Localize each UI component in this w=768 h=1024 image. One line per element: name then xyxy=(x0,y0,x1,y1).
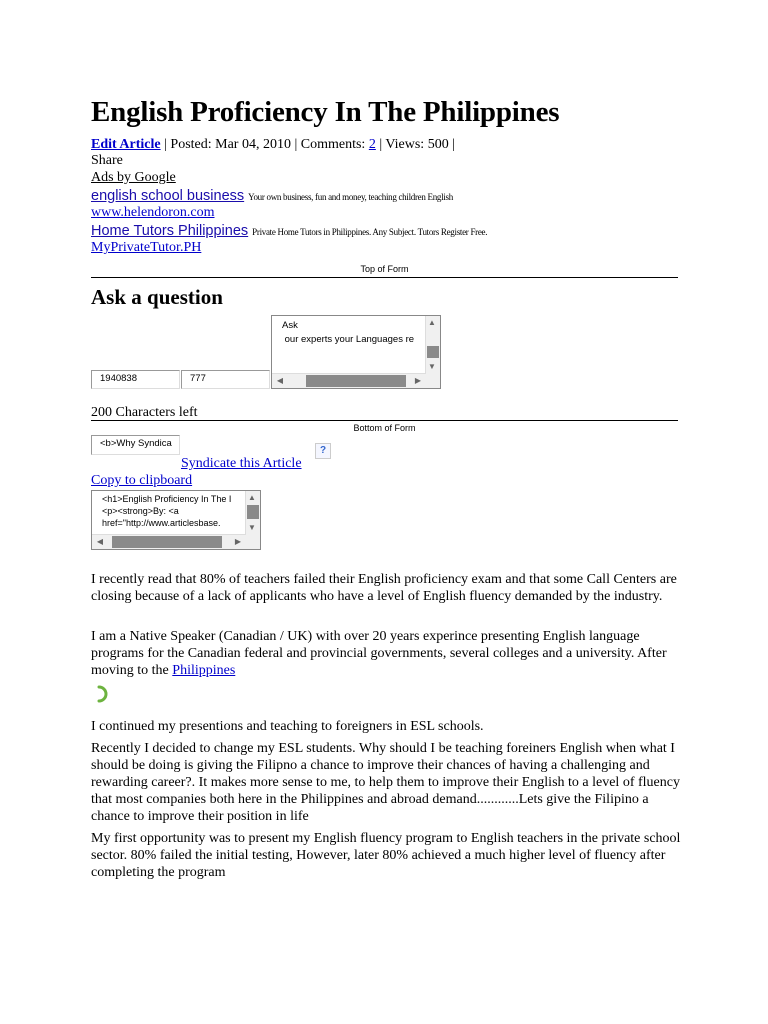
question-horizontal-scrollbar[interactable] xyxy=(272,373,426,388)
ads-header[interactable]: Ads by Google xyxy=(91,170,176,185)
syndicate-snippet-field[interactable]: <b>Why Syndica xyxy=(91,435,180,455)
ad-item-1[interactable] xyxy=(91,187,453,205)
ad-description: Your own business, fun and money, teaching children English xyxy=(248,192,453,202)
scroll-up-arrow-icon[interactable]: ▲ xyxy=(248,493,256,502)
ad-url[interactable]: MyPrivateTutor.PH xyxy=(91,240,202,255)
share-label[interactable]: Share xyxy=(91,153,123,168)
syndicate-article-link[interactable]: Syndicate this Article xyxy=(181,456,302,471)
code-vertical-scrollbar[interactable] xyxy=(245,491,260,535)
views-info: | Views: 500 | xyxy=(375,137,456,152)
form-top-divider xyxy=(91,277,678,278)
philippines-link[interactable]: Philippines xyxy=(172,663,236,678)
article-paragraph-2: I am a Native Speaker (Canadian / UK) with over 20 years experince presenting English language programs for the Canadian federal and provincial governments, several colleges and a university. After moving to the Philippines xyxy=(91,629,667,678)
scroll-thumb[interactable] xyxy=(112,536,222,548)
scroll-right-arrow-icon[interactable]: ▶ xyxy=(414,376,422,385)
edit-article-link[interactable]: Edit Article xyxy=(91,137,161,152)
ad-description: Private Home Tutors in Philippines. Any Subject. Tutors Register Free. xyxy=(252,227,488,237)
question-id-field[interactable]: 1940838 xyxy=(91,370,180,389)
syndicate-code-textarea[interactable] xyxy=(91,490,261,550)
top-of-form-label: Top of Form xyxy=(360,264,409,274)
ad-url[interactable]: www.helendoron.com xyxy=(91,205,215,220)
scroll-left-arrow-icon[interactable]: ◀ xyxy=(96,537,104,546)
scroll-thumb[interactable] xyxy=(427,346,439,358)
question-textarea[interactable] xyxy=(271,315,441,389)
scroll-down-arrow-icon[interactable]: ▼ xyxy=(248,523,256,532)
ask-question-heading: Ask a question xyxy=(91,285,223,309)
article-paragraph-3: I continued my presentions and teaching to foreigners in ESL schools. xyxy=(91,719,484,734)
article-meta xyxy=(91,137,455,169)
loading-spinner-icon xyxy=(93,684,111,704)
scroll-down-arrow-icon[interactable]: ▼ xyxy=(428,362,436,371)
article-title: English Proficiency In The Philippines xyxy=(91,96,560,128)
ad-title[interactable]: english school business xyxy=(91,188,245,204)
scroll-thumb[interactable] xyxy=(306,375,406,387)
question-text: Ask our experts your Languages re xyxy=(282,320,415,345)
article-paragraph-5: My first opportunity was to present my English fluency program to English teachers in the private school sector. 80% failed the initial testing, However, later 80% achieved a much higher level of fluency after completing the program xyxy=(91,831,681,880)
scroll-thumb[interactable] xyxy=(247,505,259,519)
ad-item-2[interactable] xyxy=(91,222,487,240)
form-bottom-divider xyxy=(91,420,678,421)
copy-to-clipboard-link[interactable]: Copy to clipboard xyxy=(91,473,193,488)
article-paragraph-1: I recently read that 80% of teachers failed their English proficiency exam and that some Call Centers are closing because of a lack of applicants who have a level of English fluency demanded by the industry. xyxy=(91,572,677,604)
question-vertical-scrollbar[interactable] xyxy=(425,316,440,374)
help-icon[interactable]: ? xyxy=(315,443,331,459)
scroll-left-arrow-icon[interactable]: ◀ xyxy=(276,376,284,385)
characters-left-label: 200 Characters left xyxy=(91,405,198,420)
syndicate-code-text: <h1>English Proficiency In The I <p><strong>By: <a href="http://www.articlesbase. xyxy=(102,494,232,528)
bottom-of-form-label: Bottom of Form xyxy=(353,423,416,433)
code-horizontal-scrollbar[interactable] xyxy=(92,534,246,549)
category-id-field[interactable]: 777 xyxy=(181,370,270,389)
comments-count-link[interactable]: 2 xyxy=(368,137,376,152)
posted-info: | Posted: Mar 04, 2010 | Comments: xyxy=(160,137,369,152)
ad-title[interactable]: Home Tutors Philippines xyxy=(91,223,249,239)
scroll-up-arrow-icon[interactable]: ▲ xyxy=(428,318,436,327)
scroll-right-arrow-icon[interactable]: ▶ xyxy=(234,537,242,546)
article-paragraph-4: Recently I decided to change my ESL students. Why should I be teaching foreiners English when what I should be doing is giving the Filipno a chance to improve their chances of having a challenging and rewarding career?. It makes more sense to me, to help them to improve their English to a level of fluency that most companies both here in the Philippines and abroad demand............Lets give the Filipino a chance to improve their position in life xyxy=(91,741,680,824)
